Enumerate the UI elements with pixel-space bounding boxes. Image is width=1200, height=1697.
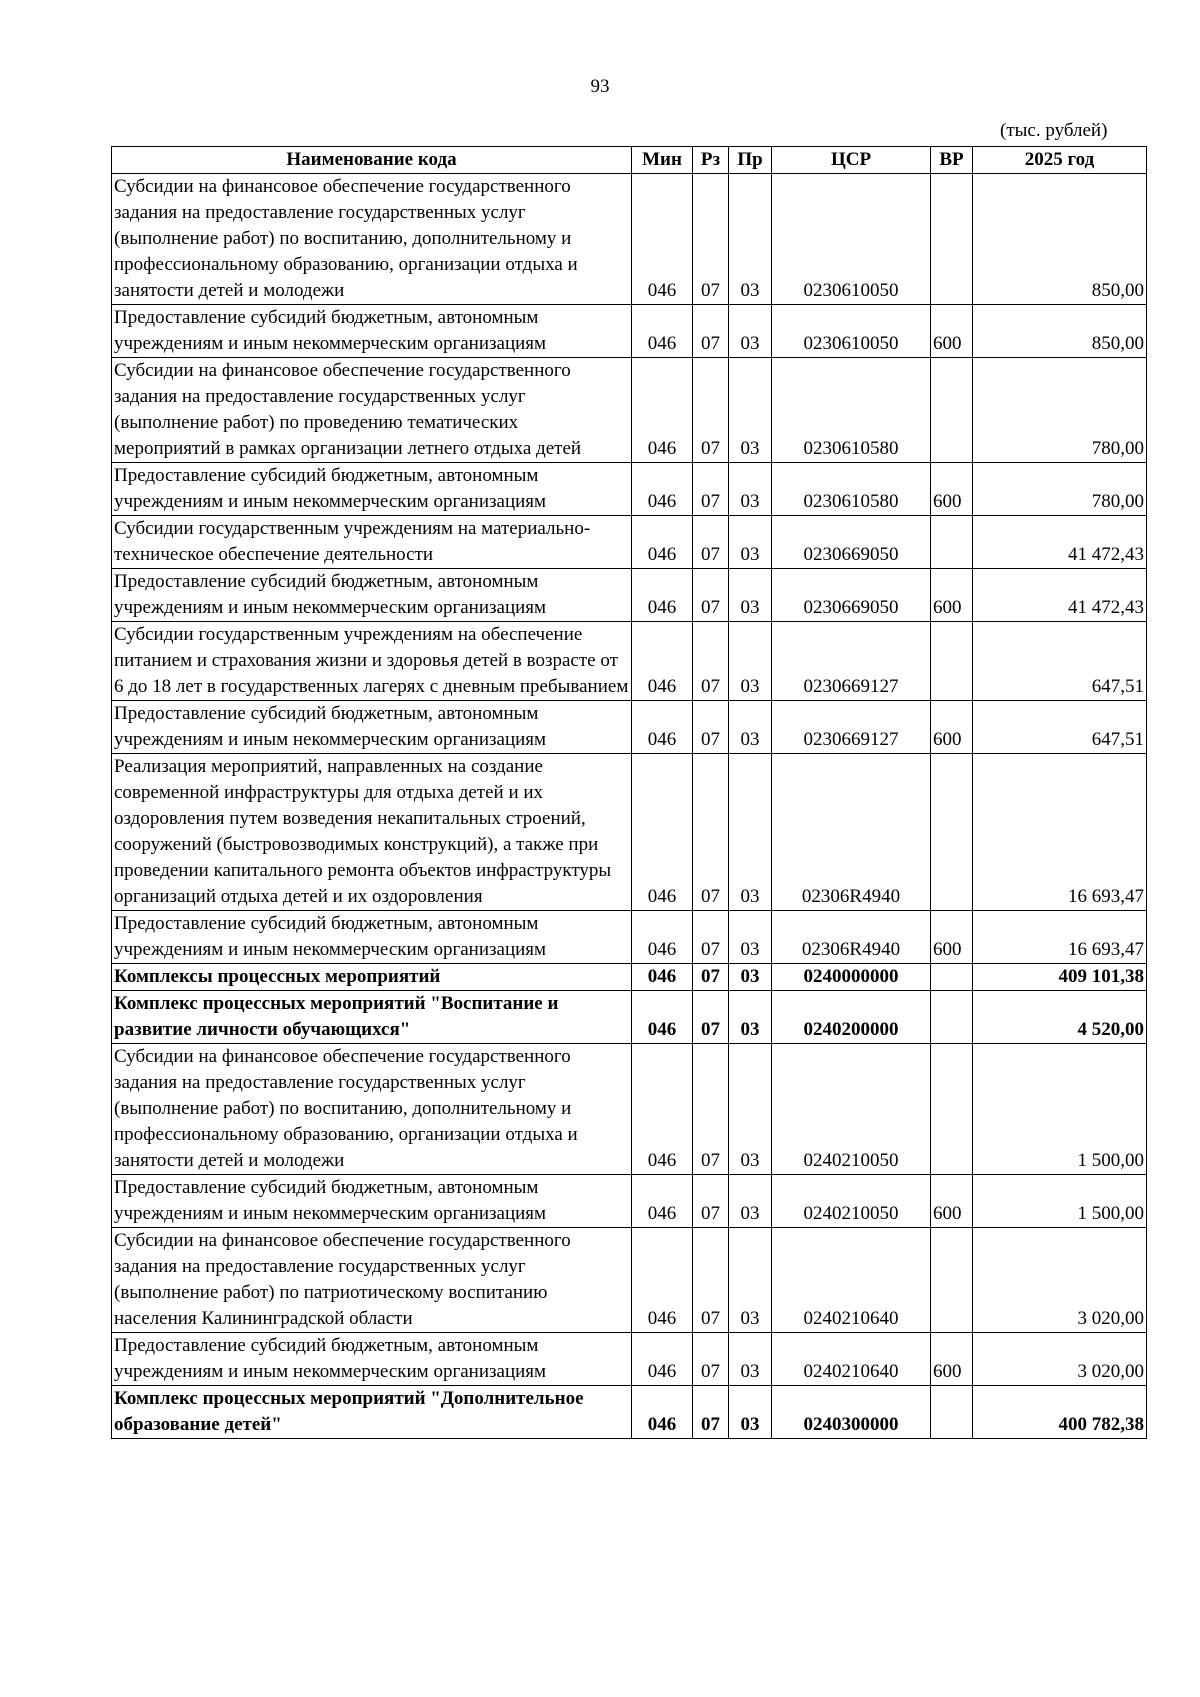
cell-pr: 03 — [729, 1228, 772, 1333]
cell-vr — [931, 754, 973, 911]
cell-amount: 3 020,00 — [973, 1228, 1147, 1333]
budget-table — [111, 146, 1147, 1439]
header-vr: ВР — [931, 147, 973, 174]
cell-vr — [931, 174, 973, 305]
cell-csr: 02306R4940 — [772, 911, 931, 964]
cell-vr: 600 — [931, 305, 973, 358]
cell-rz: 07 — [693, 701, 729, 754]
table-header-row — [112, 147, 1147, 174]
cell-vr — [931, 516, 973, 569]
table-row — [112, 911, 1147, 964]
cell-amount: 16 693,47 — [973, 754, 1147, 911]
cell-amount: 3 020,00 — [973, 1333, 1147, 1386]
cell-amount: 1 500,00 — [973, 1175, 1147, 1228]
cell-min: 046 — [632, 305, 693, 358]
cell-rz: 07 — [693, 516, 729, 569]
cell-min: 046 — [632, 1228, 693, 1333]
page-number: 93 — [590, 76, 610, 97]
table-row — [112, 1044, 1147, 1175]
cell-min: 046 — [632, 358, 693, 463]
cell-rz: 07 — [693, 569, 729, 622]
cell-vr — [931, 1228, 973, 1333]
cell-rz: 07 — [693, 911, 729, 964]
cell-amount: 780,00 — [973, 358, 1147, 463]
table-row — [112, 1333, 1147, 1386]
cell-rz: 07 — [693, 1175, 729, 1228]
cell-min: 046 — [632, 1175, 693, 1228]
cell-amount: 647,51 — [973, 701, 1147, 754]
cell-csr: 0240000000 — [772, 964, 931, 991]
cell-csr: 0230669050 — [772, 569, 931, 622]
cell-name: Предоставление субсидий бюджетным, автономным учреждениям и иным некоммерческим организациям — [112, 305, 632, 358]
cell-rz: 07 — [693, 305, 729, 358]
header-pr: Пр — [729, 147, 772, 174]
cell-csr: 0230669050 — [772, 516, 931, 569]
cell-amount: 409 101,38 — [973, 964, 1147, 991]
table-row — [112, 305, 1147, 358]
header-rz: Рз — [693, 147, 729, 174]
cell-rz: 07 — [693, 1386, 729, 1439]
cell-rz: 07 — [693, 991, 729, 1044]
cell-pr: 03 — [729, 463, 772, 516]
cell-csr: 0230610580 — [772, 463, 931, 516]
table-row — [112, 991, 1147, 1044]
table-row — [112, 1175, 1147, 1228]
cell-pr: 03 — [729, 701, 772, 754]
cell-name: Субсидии на финансовое обеспечение государственного задания на предоставление государственных услуг (выполнение работ) по воспитанию, дополнительному и профессиональному образованию, организации отдыха и занятости детей и молодежи — [112, 1044, 632, 1175]
cell-pr: 03 — [729, 911, 772, 964]
cell-name: Предоставление субсидий бюджетным, автономным учреждениям и иным некоммерческим организациям — [112, 701, 632, 754]
cell-min: 046 — [632, 463, 693, 516]
cell-amount: 647,51 — [973, 622, 1147, 701]
cell-name: Реализация мероприятий, направленных на создание современной инфраструктуры для отдыха детей и их оздоровления путем возведения некапитальных строений, сооружений (быстровозводимых конструкций), а также при проведении капитального ремонта объектов инфраструктуры организаций отдыха детей и их оздоровления — [112, 754, 632, 911]
cell-rz: 07 — [693, 1333, 729, 1386]
cell-vr — [931, 358, 973, 463]
table-body — [112, 174, 1147, 1439]
cell-amount: 1 500,00 — [973, 1044, 1147, 1175]
units-label: (тыс. рублей) — [1000, 120, 1108, 141]
cell-rz: 07 — [693, 1228, 729, 1333]
cell-rz: 07 — [693, 964, 729, 991]
cell-vr — [931, 991, 973, 1044]
cell-csr: 0240210640 — [772, 1228, 931, 1333]
cell-name: Предоставление субсидий бюджетным, автономным учреждениям и иным некоммерческим организациям — [112, 911, 632, 964]
cell-pr: 03 — [729, 1044, 772, 1175]
cell-csr: 0230669127 — [772, 622, 931, 701]
header-name: Наименование кода — [112, 147, 632, 174]
cell-csr: 0230610580 — [772, 358, 931, 463]
cell-name: Субсидии государственным учреждениям на материально-техническое обеспечение деятельности — [112, 516, 632, 569]
cell-rz: 07 — [693, 754, 729, 911]
cell-min: 046 — [632, 174, 693, 305]
cell-vr: 600 — [931, 1175, 973, 1228]
cell-min: 046 — [632, 516, 693, 569]
cell-vr: 600 — [931, 569, 973, 622]
cell-min: 046 — [632, 964, 693, 991]
cell-vr: 600 — [931, 701, 973, 754]
cell-amount: 4 520,00 — [973, 991, 1147, 1044]
cell-min: 046 — [632, 991, 693, 1044]
header-min: Мин — [632, 147, 693, 174]
cell-csr: 0240210050 — [772, 1175, 931, 1228]
cell-pr: 03 — [729, 358, 772, 463]
cell-pr: 03 — [729, 754, 772, 911]
cell-pr: 03 — [729, 622, 772, 701]
cell-vr: 600 — [931, 463, 973, 516]
cell-rz: 07 — [693, 463, 729, 516]
cell-pr: 03 — [729, 305, 772, 358]
cell-name: Субсидии на финансовое обеспечение государственного задания на предоставление государственных услуг (выполнение работ) по проведению тематических мероприятий в рамках организации летнего отдыха детей — [112, 358, 632, 463]
cell-pr: 03 — [729, 964, 772, 991]
cell-min: 046 — [632, 1386, 693, 1439]
cell-vr — [931, 1386, 973, 1439]
cell-csr: 0240300000 — [772, 1386, 931, 1439]
cell-min: 046 — [632, 569, 693, 622]
cell-name: Предоставление субсидий бюджетным, автономным учреждениям и иным некоммерческим организациям — [112, 569, 632, 622]
cell-name: Субсидии государственным учреждениям на обеспечение питанием и страхования жизни и здоровья детей в возрасте от 6 до 18 лет в государственных лагерях с дневным пребыванием — [112, 622, 632, 701]
cell-min: 046 — [632, 754, 693, 911]
cell-name: Субсидии на финансовое обеспечение государственного задания на предоставление государственных услуг (выполнение работ) по патриотическому воспитанию населения Калининградской области — [112, 1228, 632, 1333]
cell-vr: 600 — [931, 911, 973, 964]
cell-name: Комплекс процессных мероприятий "Воспитание и развитие личности обучающихся" — [112, 991, 632, 1044]
cell-rz: 07 — [693, 358, 729, 463]
cell-amount: 850,00 — [973, 174, 1147, 305]
table-row — [112, 174, 1147, 305]
cell-csr: 0230669127 — [772, 701, 931, 754]
cell-vr: 600 — [931, 1333, 973, 1386]
cell-vr — [931, 964, 973, 991]
cell-amount: 400 782,38 — [973, 1386, 1147, 1439]
table-row — [112, 358, 1147, 463]
cell-amount: 850,00 — [973, 305, 1147, 358]
table-row — [112, 1228, 1147, 1333]
cell-csr: 0240210050 — [772, 1044, 931, 1175]
cell-amount: 780,00 — [973, 463, 1147, 516]
cell-rz: 07 — [693, 622, 729, 701]
cell-amount: 41 472,43 — [973, 569, 1147, 622]
cell-name: Комплекс процессных мероприятий "Дополнительное образование детей" — [112, 1386, 632, 1439]
cell-rz: 07 — [693, 174, 729, 305]
cell-name: Предоставление субсидий бюджетным, автономным учреждениям и иным некоммерческим организациям — [112, 1175, 632, 1228]
cell-vr — [931, 622, 973, 701]
table-row — [112, 754, 1147, 911]
table-row — [112, 701, 1147, 754]
cell-csr: 0230610050 — [772, 305, 931, 358]
cell-csr: 0230610050 — [772, 174, 931, 305]
cell-min: 046 — [632, 622, 693, 701]
cell-min: 046 — [632, 1044, 693, 1175]
table-row — [112, 569, 1147, 622]
cell-pr: 03 — [729, 1333, 772, 1386]
cell-amount: 16 693,47 — [973, 911, 1147, 964]
cell-vr — [931, 1044, 973, 1175]
table-row — [112, 622, 1147, 701]
cell-min: 046 — [632, 701, 693, 754]
cell-name: Предоставление субсидий бюджетным, автономным учреждениям и иным некоммерческим организациям — [112, 463, 632, 516]
cell-pr: 03 — [729, 516, 772, 569]
cell-name: Предоставление субсидий бюджетным, автономным учреждениям и иным некоммерческим организациям — [112, 1333, 632, 1386]
cell-csr: 0240210640 — [772, 1333, 931, 1386]
cell-name: Комплексы процессных мероприятий — [112, 964, 632, 991]
cell-csr: 0240200000 — [772, 991, 931, 1044]
header-amount: 2025 год — [973, 147, 1147, 174]
cell-csr: 02306R4940 — [772, 754, 931, 911]
cell-name: Субсидии на финансовое обеспечение государственного задания на предоставление государственных услуг (выполнение работ) по воспитанию, дополнительному и профессиональному образованию, организации отдыха и занятости детей и молодежи — [112, 174, 632, 305]
header-csr: ЦСР — [772, 147, 931, 174]
cell-pr: 03 — [729, 1386, 772, 1439]
cell-pr: 03 — [729, 569, 772, 622]
table-row — [112, 1386, 1147, 1439]
table-row — [112, 516, 1147, 569]
cell-rz: 07 — [693, 1044, 729, 1175]
cell-min: 046 — [632, 911, 693, 964]
table-row — [112, 463, 1147, 516]
cell-pr: 03 — [729, 991, 772, 1044]
table-row — [112, 964, 1147, 991]
cell-pr: 03 — [729, 1175, 772, 1228]
cell-min: 046 — [632, 1333, 693, 1386]
cell-pr: 03 — [729, 174, 772, 305]
cell-amount: 41 472,43 — [973, 516, 1147, 569]
